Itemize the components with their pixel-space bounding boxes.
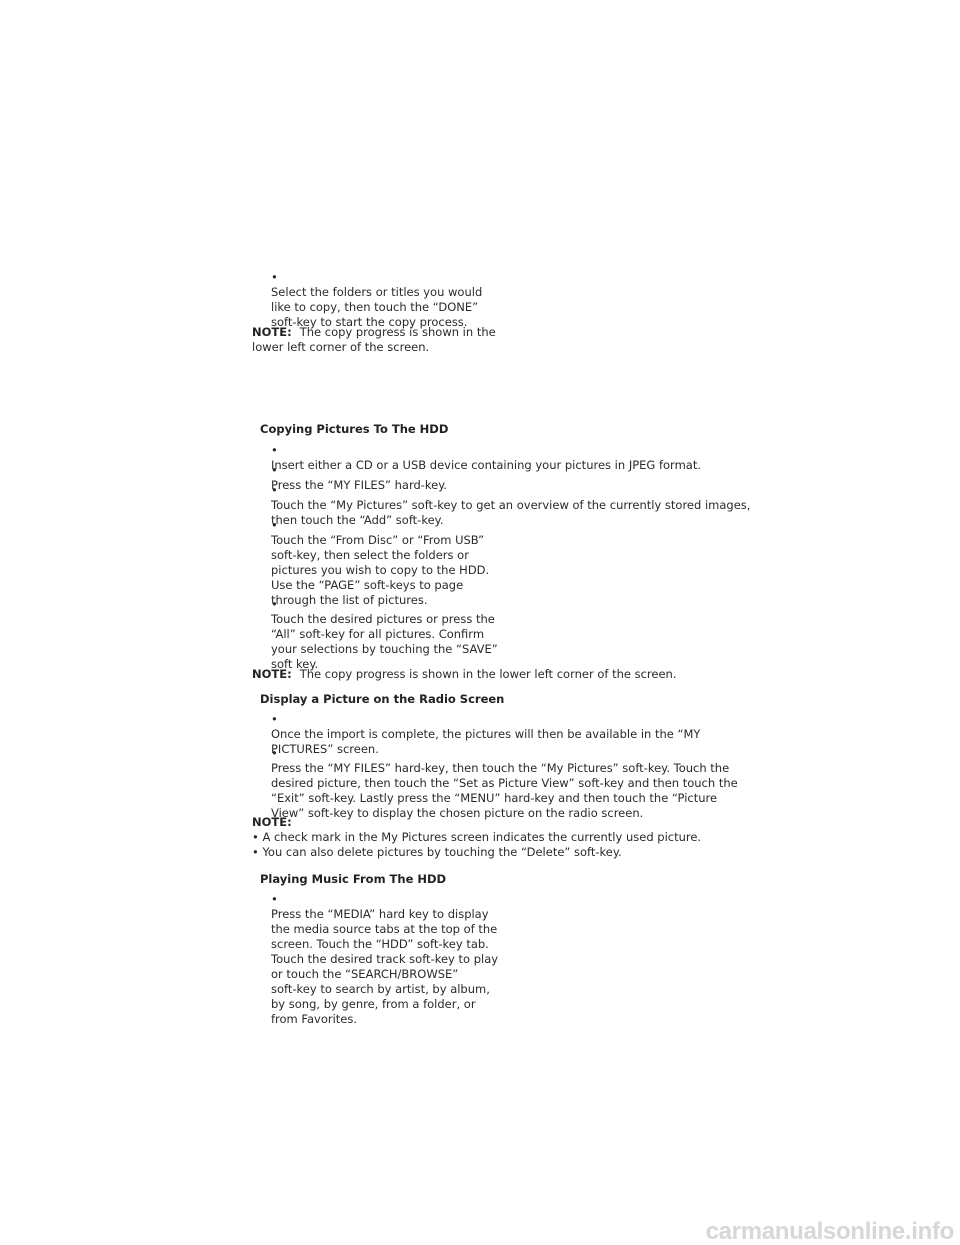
text-line: • Press the “MY FILES” hard-key, then touch the “My Pictures” soft-key. Touch the [271, 761, 730, 775]
bullet-touch-desired-pictures [268, 597, 498, 672]
text-line: through the list of pictures. [271, 593, 428, 607]
text-line: • Touch the “My Pictures” soft-key to get an overview of the currently stored images, [271, 498, 751, 512]
note-label: NOTE: [252, 667, 292, 681]
note-text: • You can also delete pictures by touching the “Delete” soft-key. [252, 845, 622, 859]
text-line: then touch the “Add” soft-key. [271, 513, 444, 527]
text-line: • Once the import is complete, the pictures will then be available in the “MY [271, 727, 701, 741]
text-line: soft-key, then select the folders or [271, 548, 469, 562]
text-line: Use the “PAGE” soft-keys to page [271, 578, 464, 592]
text-line: from Favorites. [271, 1012, 358, 1026]
bullet-set-picture-view [268, 746, 738, 821]
text-line: soft-key to start the copy process. [271, 315, 468, 329]
text-line: screen. Touch the “HDD” soft-key tab. [271, 937, 489, 951]
note-text: lower left corner of the screen. [252, 340, 430, 354]
bullet-press-media [268, 892, 498, 1027]
text-line: • Insert either a CD or a USB device containing your pictures in JPEG format. [271, 458, 701, 472]
text-line: your selections by touching the “SAVE” [271, 642, 498, 656]
note-text: The copy progress is shown in the [299, 325, 496, 339]
text-line: • Touch the desired pictures or press the [271, 612, 495, 626]
text-line: • Press the “MY FILES” hard-key. [271, 478, 448, 492]
text-line: like to copy, then touch the “DONE” [271, 300, 479, 314]
text-line: • Press the “MEDIA” hard key to display [271, 907, 489, 921]
heading-playing-music: Playing Music From The HDD [260, 872, 447, 886]
text-line: • Select the folders or titles you would [271, 285, 483, 299]
text-line: • Touch the “From Disc” or “From USB” [271, 533, 485, 547]
text-line: View” soft-key to display the chosen picture on the radio screen. [271, 806, 644, 820]
text-line: the media source tabs at the top of the [271, 922, 498, 936]
note-text: • A check mark in the My Pictures screen indicates the currently used picture. [252, 830, 702, 844]
text-line: PICTURES” screen. [271, 742, 379, 756]
text-line: “Exit” soft-key. Lastly press the “MENU” hard-key and then touch the “Picture [271, 791, 718, 805]
text-line: soft-key to search by artist, by album, [271, 982, 490, 996]
note-label: NOTE: [252, 815, 292, 829]
note-copy-progress-1 [252, 325, 496, 355]
note-check-mark [252, 815, 701, 860]
text-line: “All” soft-key for all pictures. Confirm [271, 627, 485, 641]
note-label: NOTE: [252, 325, 292, 339]
heading-display-picture: Display a Picture on the Radio Screen [260, 692, 505, 706]
bullet-from-disc-usb [268, 518, 489, 608]
text-line: pictures you wish to copy to the HDD. [271, 563, 490, 577]
text-line: Touch the desired track soft-key to play [271, 952, 499, 966]
heading-copying-pictures: Copying Pictures To The HDD [260, 422, 449, 436]
note-copy-progress-2 [252, 667, 677, 682]
watermark: carmanualsonline.info [705, 1218, 954, 1245]
text-line: by song, by genre, from a folder, or [271, 997, 476, 1011]
text-line: soft key. [271, 657, 319, 671]
bullet-select-folders [268, 270, 482, 330]
note-text: The copy progress is shown in the lower left corner of the screen. [299, 667, 677, 681]
text-line: or touch the “SEARCH/BROWSE” [271, 967, 459, 981]
text-line: desired picture, then touch the “Set as Picture View” soft-key and then touch the [271, 776, 738, 790]
